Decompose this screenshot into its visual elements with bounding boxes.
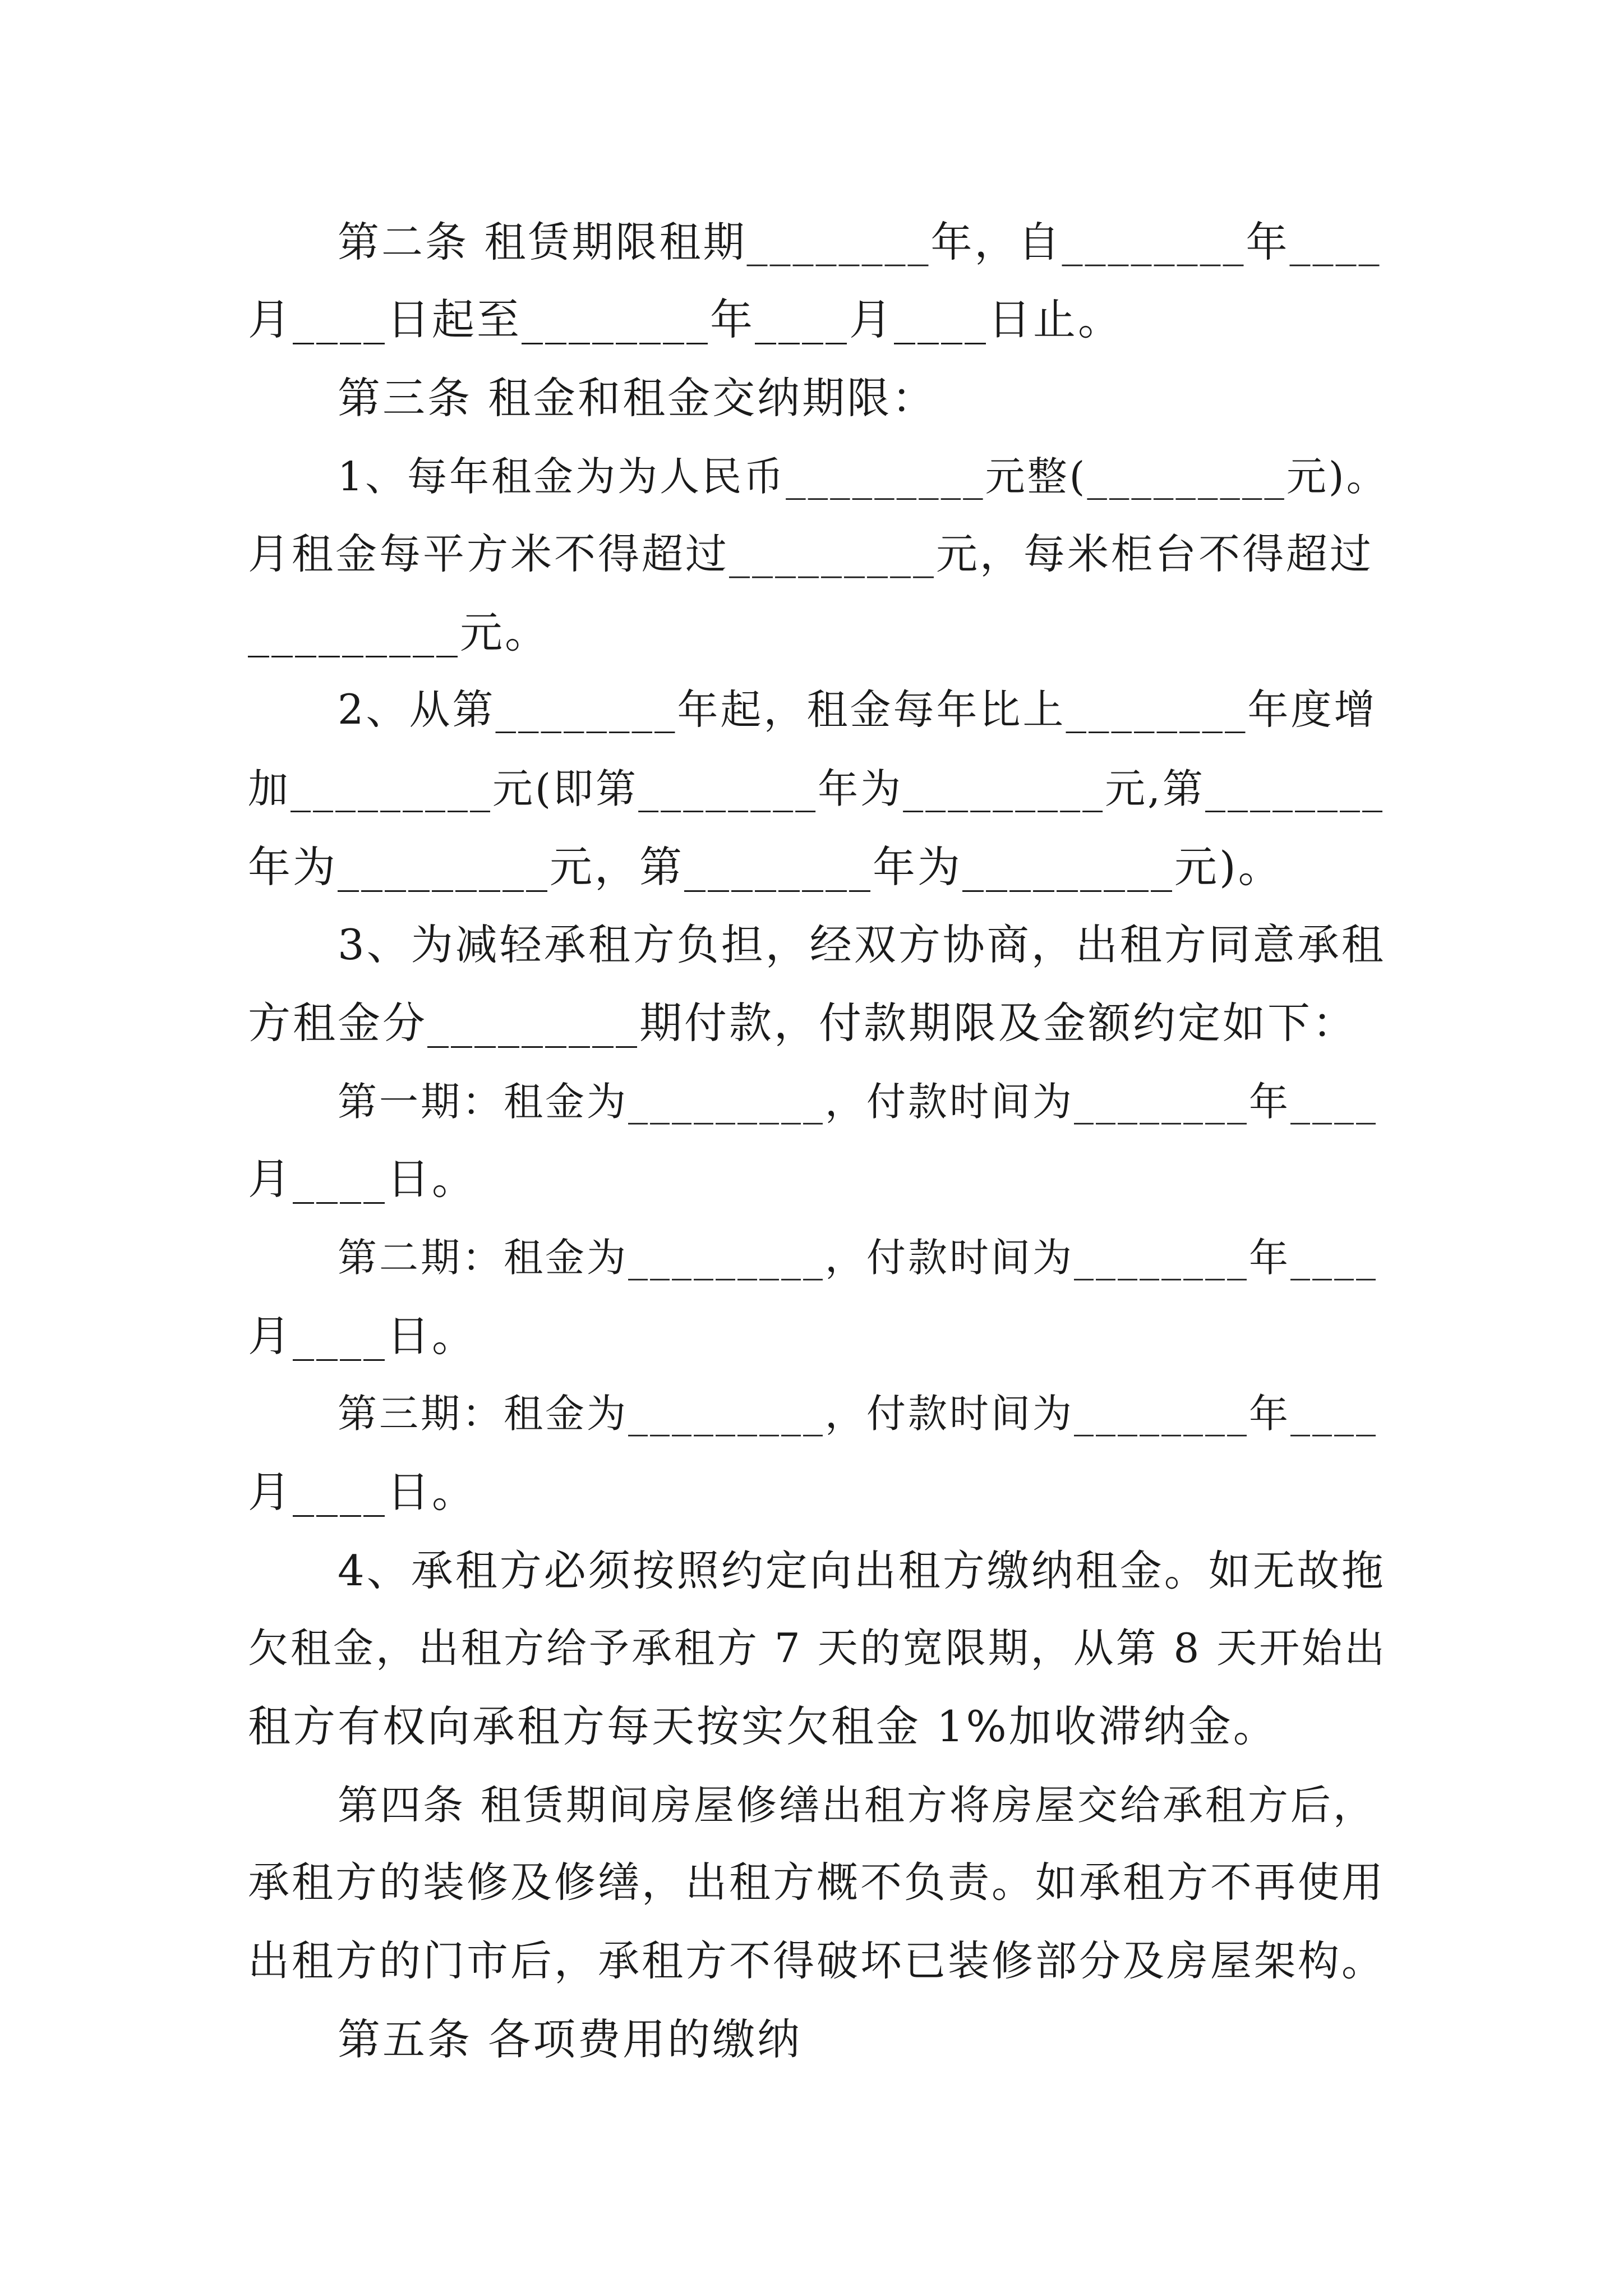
text-line: 月____日。 bbox=[248, 1311, 477, 1361]
text-line: 租方有权向承租方每天按实欠租金 1%加收滞纳金。 bbox=[248, 1701, 1278, 1751]
text-line: 承租方的装修及修缮，出租方概不负责。如承租方不再使用 bbox=[248, 1858, 1385, 1907]
text-line: 第二条 租赁期限租期________年，自________年____ bbox=[338, 218, 1382, 266]
text-line: _________元。 bbox=[248, 608, 550, 657]
text-line: 第一期：租金为_________，付款时间为________年____ bbox=[338, 1079, 1378, 1125]
text-line: 2、从第________年起，租金每年比上________年度增 bbox=[338, 686, 1377, 734]
text-line: 月____日。 bbox=[248, 1154, 477, 1204]
text-line: 1、每年租金为为人民币_________元整(_________元)。 bbox=[338, 453, 1389, 500]
text-line: 3、为减轻承租方负担，经双方协商，出租方同意承租 bbox=[338, 920, 1386, 969]
text-line: 第三条 租金和租金交纳期限： bbox=[338, 373, 937, 423]
text-line: 第二期：租金为_________，付款时间为________年____ bbox=[338, 1235, 1378, 1281]
text-line: 出租方的门市后，承租方不得破坏已装修部分及房屋架构。 bbox=[248, 1937, 1385, 1985]
text-line: 欠租金，出租方给予承租方 7 天的宽限期，从第 8 天开始出 bbox=[248, 1625, 1387, 1672]
text-line: 年为_________元，第________年为_________元)。 bbox=[248, 842, 1283, 892]
text-line: 加_________元(即第________年为_________元,第________ bbox=[248, 765, 1385, 812]
text-line: 第三期：租金为_________，付款时间为________年____ bbox=[338, 1391, 1378, 1437]
text-line: 月____日。 bbox=[248, 1467, 477, 1517]
text-line: 方租金分_________期付款，付款期限及金额约定如下： bbox=[248, 998, 1357, 1048]
text-line: 4、承租方必须按照约定向出租方缴纳租金。如无故拖 bbox=[338, 1546, 1386, 1595]
text-line: 月____日起至________年____月____日止。 bbox=[248, 295, 1123, 344]
text-line: 第五条 各项费用的缴纳 bbox=[338, 2014, 803, 2064]
text-line: 月租金每平方米不得超过_________元，每米柜台不得超过 bbox=[248, 530, 1373, 578]
text-line: 第四条 租赁期间房屋修缮出租方将房屋交给承租方后， bbox=[338, 1782, 1376, 1829]
